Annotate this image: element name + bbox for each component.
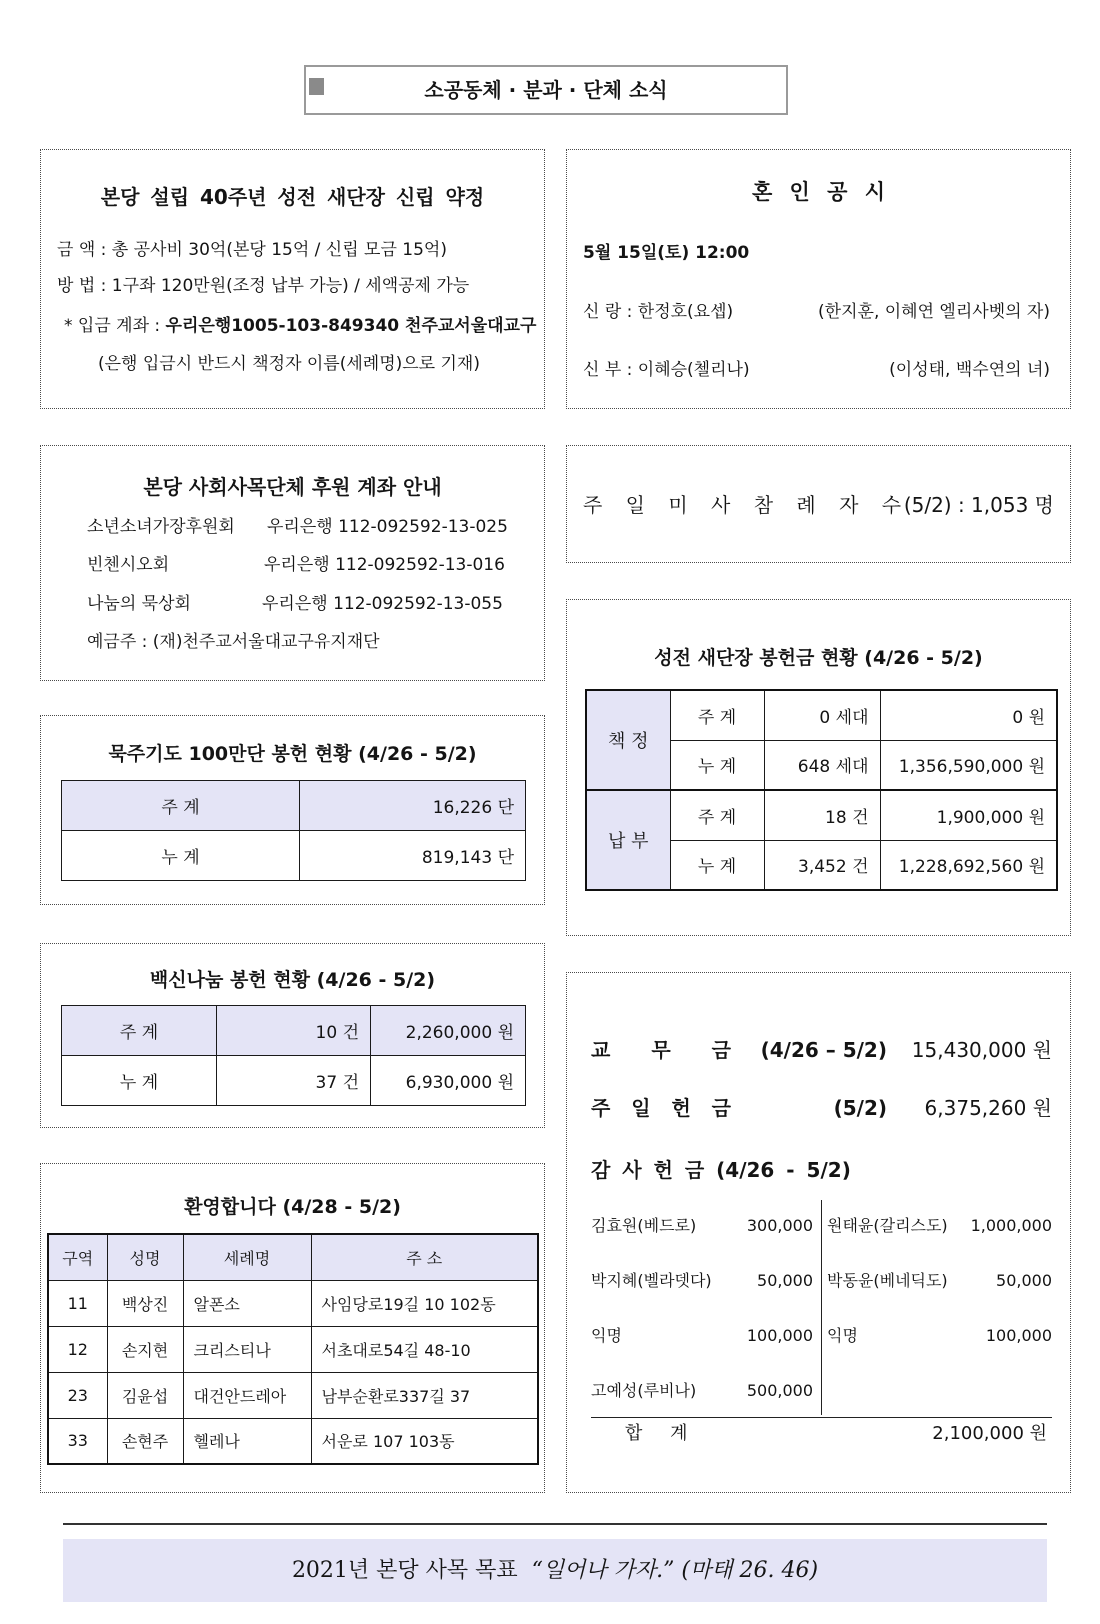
accounts-title: 본당 사회사목단체 후원 계좌 안내 — [143, 475, 442, 499]
renovation-amount: 1,356,590,000 원 — [880, 740, 1057, 790]
rosary-title: 묵주기도 100만단 봉헌 현황 (4/26 - 5/2) — [108, 743, 477, 765]
thanks-amount: 1,000,000 — [970, 1216, 1052, 1235]
welcome-name: 손지현 — [107, 1326, 183, 1372]
vaccine-row-label: 누 계 — [62, 1056, 217, 1106]
table-row — [62, 1006, 526, 1056]
column-header-baptismal-name: 세례명 — [183, 1234, 311, 1280]
marriage-title: 혼 인 공 시 — [751, 180, 886, 204]
renovation-row-label: 주 계 — [670, 790, 764, 840]
pastoral-goal-banner — [63, 1539, 1047, 1602]
attendance-row — [583, 491, 1054, 519]
welcome-box — [40, 1163, 545, 1493]
bride-label: 신 부 : 이혜승(첼리나) — [583, 360, 750, 380]
attendance-value: (5/2) : 1,053 명 — [903, 493, 1054, 517]
thanks-name: 김효원(베드로) — [591, 1216, 697, 1235]
vaccine-count: 10 건 — [217, 1006, 371, 1056]
pledge-box — [40, 149, 545, 409]
welcome-name: 백상진 — [107, 1280, 183, 1326]
welcome-baptismal-name: 대건안드레아 — [183, 1372, 311, 1418]
pledge-amount: 금 액 : 총 공사비 30억(본당 15억 / 신립 모금 15억) — [57, 240, 447, 260]
renovation-count: 18 건 — [764, 790, 880, 840]
support-accounts-box — [40, 445, 545, 681]
welcome-address: 사임당로19길 10 102동 — [311, 1280, 538, 1326]
welcome-district: 12 — [48, 1326, 107, 1372]
account-depositor: 예금주 : (재)천주교서울대교구유지재단 — [87, 632, 380, 652]
vaccine-amount: 2,260,000 원 — [371, 1006, 526, 1056]
dues-period: (4/26 – 5/2) — [760, 1038, 887, 1062]
total-divider — [591, 1417, 1052, 1418]
account-group-name: 나눔의 묵상회 — [87, 594, 191, 614]
renovation-donation-box — [566, 599, 1071, 936]
table-row — [48, 1326, 538, 1372]
table-header-row — [48, 1234, 538, 1280]
table-row — [586, 690, 1057, 740]
footer-divider — [63, 1523, 1047, 1525]
welcome-name: 김윤섭 — [107, 1372, 183, 1418]
welcome-name: 손현주 — [107, 1418, 183, 1464]
welcome-district: 33 — [48, 1418, 107, 1464]
rosary-row-label: 누 계 — [62, 831, 300, 881]
pastoral-goal-label: 2021년 본당 사목 목표 — [291, 1558, 518, 1583]
bride-parents: (이성태, 백수연의 녀) — [889, 360, 1050, 380]
pledge-account — [64, 314, 536, 338]
account-number: 우리은행 112-092592-13-055 — [262, 594, 503, 614]
account-number: 우리은행 112-092592-13-025 — [267, 517, 508, 537]
vaccine-title: 백신나눔 봉헌 현황 (4/26 - 5/2) — [149, 969, 436, 991]
table-row — [48, 1418, 538, 1464]
dues-label: 교 무 금 — [591, 1038, 731, 1062]
welcome-district: 23 — [48, 1372, 107, 1418]
thanks-name: 박동윤(베네딕도) — [827, 1271, 948, 1290]
marriage-datetime: 5월 15일(토) 12:00 — [583, 243, 750, 263]
welcome-address: 남부순환로337길 37 — [311, 1372, 538, 1418]
renovation-count: 0 세대 — [764, 690, 880, 740]
rosary-table — [61, 780, 526, 881]
table-row — [62, 1056, 526, 1106]
pledge-account-label: * 입금 계좌 : — [64, 316, 166, 336]
renovation-row-label: 주 계 — [670, 690, 764, 740]
mass-attendance-box — [566, 445, 1071, 563]
table-row — [62, 781, 526, 831]
thanks-name: 익명 — [591, 1326, 622, 1345]
thanks-name: 고예성(루비나) — [591, 1381, 697, 1400]
sunday-offering-label: 주 일 헌 금 — [591, 1096, 731, 1120]
renovation-table — [585, 689, 1058, 891]
section-header — [304, 65, 788, 115]
welcome-title: 환영합니다 (4/28 - 5/2) — [184, 1196, 401, 1218]
thanks-amount: 500,000 — [746, 1381, 813, 1400]
column-header-district: 구역 — [48, 1234, 107, 1280]
pledge-method: 방 법 : 1구좌 120만원(조정 납부 가능) / 세액공제 가능 — [57, 276, 470, 296]
sunday-label-wrap — [591, 1094, 731, 1122]
welcome-address: 서운로 107 103동 — [311, 1418, 538, 1464]
dues-label-wrap — [591, 1036, 731, 1064]
pledge-title: 본당 설립 40주년 성전 새단장 신립 약정 — [100, 185, 485, 209]
finance-box — [566, 972, 1071, 1493]
renovation-amount: 1,900,000 원 — [880, 790, 1057, 840]
dues-amount: 15,430,000 원 — [911, 1038, 1052, 1062]
welcome-district: 11 — [48, 1280, 107, 1326]
rosary-offering-box — [40, 715, 545, 905]
rosary-row-value: 16,226 단 — [300, 781, 526, 831]
marriage-notice-box — [566, 149, 1071, 409]
vaccine-amount: 6,930,000 원 — [371, 1056, 526, 1106]
table-row — [48, 1280, 538, 1326]
renovation-group-label: 책 정 — [586, 690, 670, 790]
thanks-column-divider — [821, 1200, 822, 1415]
renovation-amount: 0 원 — [880, 690, 1057, 740]
account-group-name: 소년소녀가장후원회 — [87, 517, 235, 537]
rosary-row-label: 주 계 — [62, 781, 300, 831]
sunday-offering-amount: 6,375,260 원 — [924, 1096, 1052, 1120]
pastoral-goal-verse: “일어나 가자.” (마태 26. 46) — [531, 1558, 819, 1583]
table-row — [48, 1372, 538, 1418]
renovation-title: 성전 새단장 봉헌금 현황 (4/26 - 5/2) — [654, 647, 983, 669]
renovation-count: 3,452 건 — [764, 840, 880, 890]
thanks-amount: 50,000 — [996, 1271, 1052, 1290]
vaccine-table — [61, 1005, 526, 1106]
rosary-row-value: 819,143 단 — [300, 831, 526, 881]
column-header-name: 성명 — [107, 1234, 183, 1280]
table-row — [586, 790, 1057, 840]
sunday-offering-period: (5/2) — [833, 1096, 887, 1120]
thanks-amount: 100,000 — [985, 1326, 1052, 1345]
welcome-address: 서초대로54길 48-10 — [311, 1326, 538, 1372]
welcome-baptismal-name: 알폰소 — [183, 1280, 311, 1326]
welcome-baptismal-name: 크리스티나 — [183, 1326, 311, 1372]
renovation-row-label: 누 계 — [670, 840, 764, 890]
thanks-offering-title: 감 사 헌 금 (4/26 - 5/2) — [591, 1158, 851, 1182]
thanks-total-label: 합 계 — [625, 1423, 688, 1444]
thanks-amount: 300,000 — [746, 1216, 813, 1235]
renovation-group-label: 납 부 — [586, 790, 670, 890]
table-row — [62, 831, 526, 881]
renovation-amount: 1,228,692,560 원 — [880, 840, 1057, 890]
attendance-label: 주 일 미 사 참 례 자 수 — [583, 493, 902, 517]
vaccine-count: 37 건 — [217, 1056, 371, 1106]
account-number: 우리은행 112-092592-13-016 — [264, 555, 505, 575]
groom-parents: (한지훈, 이혜연 엘리사벳의 자) — [818, 302, 1050, 322]
thanks-name: 원태윤(갈리스도) — [827, 1216, 948, 1235]
pledge-account-value: 우리은행1005-103-849340 천주교서울대교구 — [165, 316, 537, 336]
column-header-address: 주 소 — [311, 1234, 538, 1280]
vaccine-row-label: 주 계 — [62, 1006, 217, 1056]
account-group-name: 빈첸시오회 — [87, 555, 170, 575]
groom-label: 신 랑 : 한정호(요셉) — [583, 302, 734, 322]
section-header-title: 소공동체 · 분과 · 단체 소식 — [424, 78, 668, 102]
vaccine-offering-box — [40, 943, 545, 1128]
welcome-baptismal-name: 헬레나 — [183, 1418, 311, 1464]
thanks-amount: 100,000 — [746, 1326, 813, 1345]
thanks-name: 박지혜(벨라뎃다) — [591, 1271, 712, 1290]
renovation-count: 648 세대 — [764, 740, 880, 790]
thanks-name: 익명 — [827, 1326, 858, 1345]
thanks-amount: 50,000 — [757, 1271, 813, 1290]
pledge-note: (은행 입금시 반드시 책정자 이름(세례명)으로 기재) — [98, 354, 480, 374]
thanks-total-amount: 2,100,000 원 — [932, 1423, 1047, 1444]
welcome-table — [47, 1233, 539, 1465]
renovation-row-label: 누 계 — [670, 740, 764, 790]
